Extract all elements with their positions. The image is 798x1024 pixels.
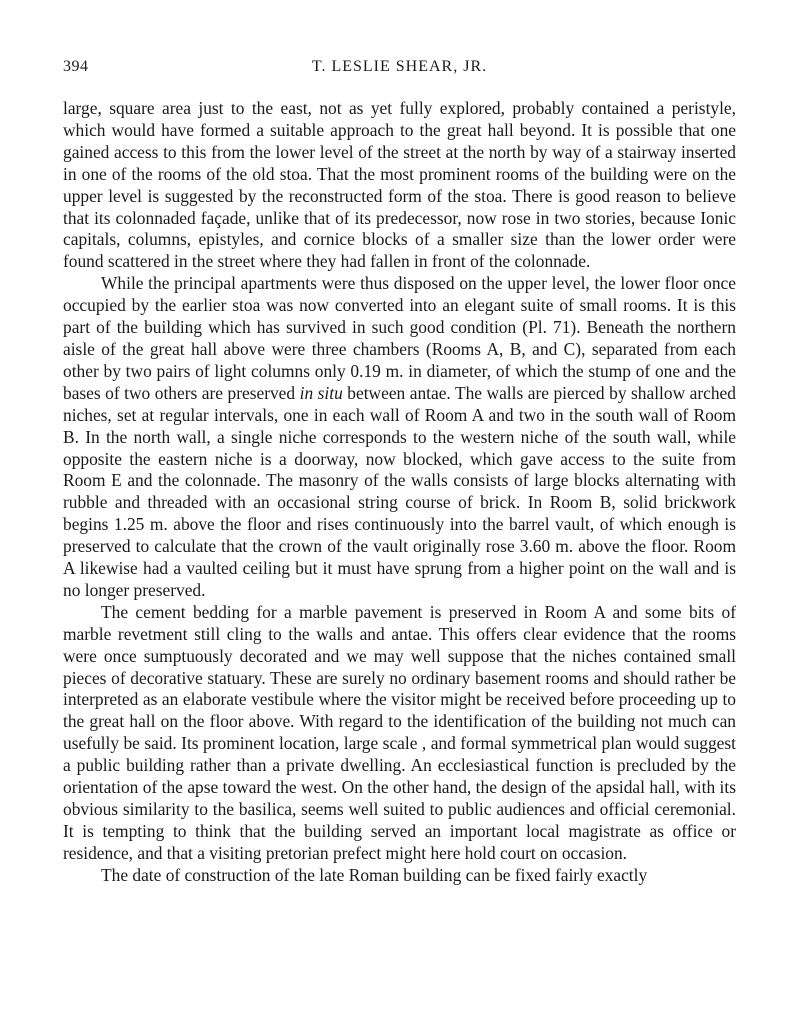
paragraph-2 (63, 273, 736, 602)
running-title: T. LESLIE SHEAR, JR. (311, 58, 488, 75)
running-head (63, 58, 736, 84)
italic-in-situ: in situ (299, 382, 343, 403)
page-number: 394 (63, 58, 89, 75)
paragraph-3: The cement bedding for a marble pavement is preserved in Room A and some bits of marble revetment still cling to the walls and antae. This offers clear evidence that the rooms were once sumptuously decorated and we may well suppose that the niches contained small pieces of decorative statuary. These are surely no ordinary basement rooms and should rather be interpreted as an elaborate vestibule where the visitor might be received before proceeding up to the great hall on the floor above. With regard to the identification of the building not much can usefully be said. Its prominent location, large scale , and formal symmetrical plan would suggest a public building rather than a private dwelling. An ecclesiastical function is precluded by the orientation of the apse toward the west. On the other hand, the design of the apsidal hall, with its obvious similarity to the basilica, seems well suited to public audiences and official ceremonial. It is tempting to think that the building served an important local magistrate as office or residence, and that a visiting pretorian prefect might here hold court on occasion. (63, 601, 736, 863)
paragraph-2-part-b: between antae. The walls are pierced by shallow arched niches, set at regular intervals, one in each wall of Room A and two in the south wall of Room B. In the north wall, a single niche corresponds to the western niche of the south wall, while opposite the eastern niche is a doorway, now blocked, which gave access to the suite from Room E and the colonnade. The masonry of the walls consists of large blocks alternating with rubble and threaded with an occasional string course of brick. In Room B, solid brickwork begins 1.25 m. above the floor and rises continuously into the barrel vault, of which enough is preserved to calculate that the crown of the vault originally rose 3.60 m. above the floor. Room A likewise had a vaulted ceiling but it must have sprung from a higher point on the wall and is no longer preserved. (63, 382, 736, 600)
paragraph-2-part-a: While the principal apartments were thus disposed on the upper level, the lower floor once occupied by the earlier stoa was now converted into an elegant suite of small rooms. It is this part of the building which has survived in such good condition (Pl. 71). Beneath the northern aisle of the great hall above were three chambers (Rooms A, B, and C), separated from each other by two pairs of light columns only 0.19 m. in diameter, of which the stump of one and the bases of two others are preserved (63, 273, 736, 403)
paragraph-4: The date of construction of the late Roman building can be fixed fairly exactly (101, 864, 648, 885)
body-text (63, 98, 736, 887)
paragraph-1: large, square area just to the east, not as yet fully explored, probably contained a peristyle, which would have formed a suitable approach to the great hall beyond. It is possible that one gained access to this from the lower level of the street at the north by way of a stairway inserted in one of the rooms of the old stoa. That the most prominent rooms of the building were on the upper level is suggested by the reconstructed form of the stoa. There is good reason to believe that its colonnaded façade, unlike that of its predecessor, now rose in two stories, because Ionic capitals, columns, epistyles, and cornice blocks of a smaller size than the lower order were found scattered in the street where they had fallen in front of the colonnade. (63, 98, 736, 272)
page (63, 58, 736, 887)
